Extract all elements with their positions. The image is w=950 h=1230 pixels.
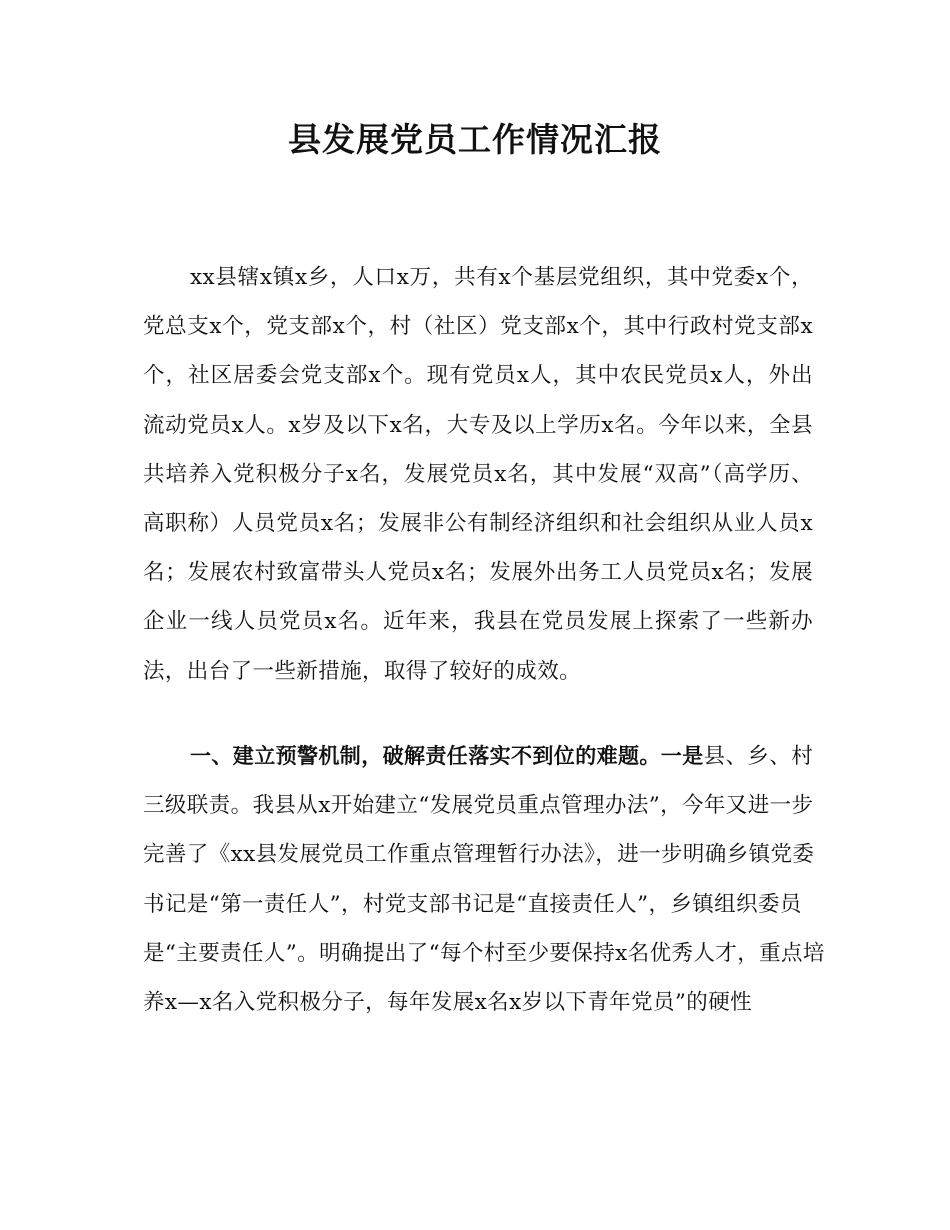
section-1-body: 县、乡、村三级联责。我县从x开始建立“发展党员重点管理办法”，今年又进一步完善了《xx县发展党员工作重点管理暂行办法》，进一步明确乡镇党委书记是“第一责任人”，村党支部书记是“直接责任人”，乡镇组织委员是“主要责任人”。明确提出了“每个村至少要保持x名优秀人才，重点培养x—x名入党积极分子，每年发展x名x岁以下青年党员”的硬性 bbox=[143, 744, 825, 1016]
document-title: 县发展党员工作情况汇报 bbox=[288, 120, 662, 159]
intro-paragraph: xx县辖x镇x乡，人口x万，共有x个基层党组织，其中党委x个，党总支x个，党支部x个，村（社区）党支部x个，其中行政村党支部x个，社区居委会党支部x个。现有党员x人，其中农民党员x人，外出流动党员x人。x岁及以下x名，大专及以上学历x名。今年以来，全县共培养入党积极分子x名，发展党员x名，其中发展“双高”（高学历、高职称）人员党员x名；发展非公有制经济组织和社会组织从业人员x名；发展农村致富带头人党员x名；发展外出务工人员党员x名；发展企业一线人员党员x名。近年来，我县在党员发展上探索了一些新办法，出台了一些新措施，取得了较好的成效。 bbox=[143, 265, 813, 684]
section-1-paragraph bbox=[143, 732, 831, 1027]
section-1-heading: 一、建立预警机制，破解责任落实不到位的难题。一是 bbox=[190, 744, 704, 768]
